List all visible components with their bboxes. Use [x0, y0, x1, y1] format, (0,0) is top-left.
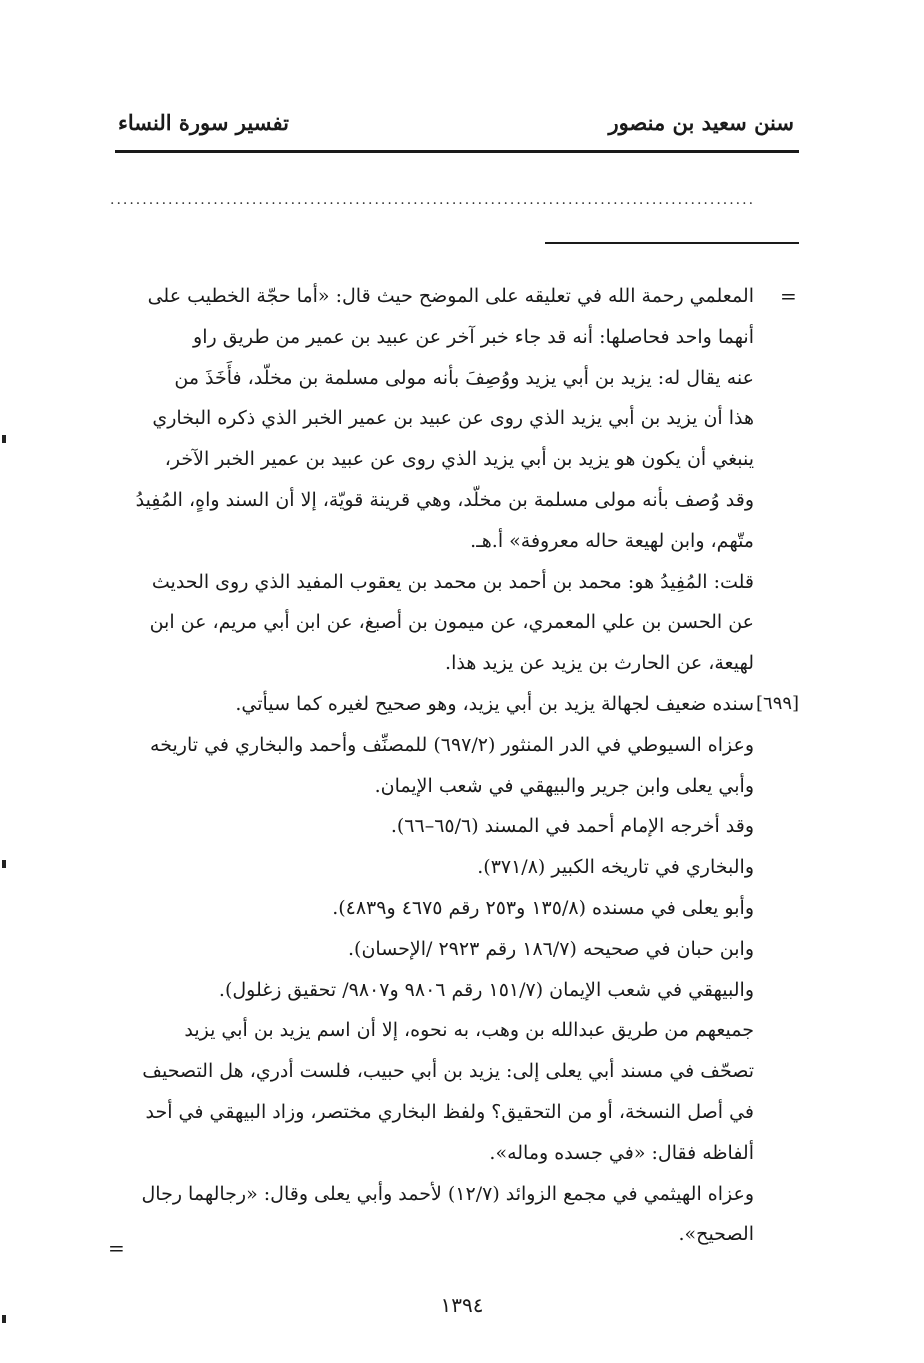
separator-dots: ....................................................................................................: [110, 192, 756, 208]
text-line: هذا أن يزيد بن أبي يزيد الذي روى عن عبيد بن عمير الخبر الذي ذكره البخاري: [152, 407, 754, 430]
text-line: والبخاري في تاريخه الكبير (٣٧١/٨).: [477, 856, 754, 879]
text-line: في أصل النسخة، أو من التحقيق؟ ولفظ البخاري مختصر، وزاد البيهقي في أحد: [145, 1100, 754, 1123]
continuation-marker-top: =: [780, 284, 797, 308]
scan-mark: [2, 435, 6, 443]
text-line: وقد وُصف بأنه مولى مسلمة بن مخلّد، وهي قرينة قويّة، إلا أن السند واهٍ، المُفِيدُ: [135, 488, 754, 511]
text-line: جميعهم من طريق عبدالله بن وهب، به نحوه، إلا أن اسم يزيد بن أبي يزيد: [184, 1019, 754, 1042]
header-rule: [115, 150, 799, 153]
text-line: قلت: المُفِيدُ هو: محمد بن أحمد بن محمد بن يعقوب المفيد الذي روى الحديث: [151, 570, 754, 593]
footnote-number: [٦٩٩]: [756, 693, 800, 714]
running-header-book-title: سنن سعيد بن منصور: [608, 110, 794, 135]
text-line: المعلمي رحمة الله في تعليقه على الموضح حيث قال: «أما حجّة الخطيب على: [147, 285, 754, 307]
running-header-section-title: تفسير سورة النساء: [118, 110, 289, 135]
text-line: سنده ضعيف لجهالة يزيد بن أبي يزيد، وهو صحيح لغيره كما سيأتي.: [235, 692, 754, 715]
text-line: وأبي يعلى وابن جرير والبيهقي في شعب الإيمان.: [374, 774, 754, 797]
text-line: متّهم، وابن لهيعة حاله معروفة» أ.هـ.: [470, 529, 754, 552]
scan-mark: [2, 860, 6, 868]
text-line: ألفاظه فقال: «في جسده وماله».: [489, 1141, 754, 1164]
scan-mark: [2, 1315, 6, 1323]
text-line: وعزاه الهيثمي في مجمع الزوائد (١٢/٧) لأحمد وأبي يعلى وقال: «رجالهما رجال: [141, 1182, 754, 1205]
footnote-body: [104, 276, 754, 1255]
text-line: لهيعة، عن الحارث بن يزيد عن يزيد هذا.: [445, 652, 754, 675]
text-line: وقد أخرجه الإمام أحمد في المسند (٦٥/٦–٦٦).: [390, 815, 754, 838]
text-line: عن الحسن بن علي المعمري، عن ميمون بن أصبغ، عن ابن أبي مريم، عن ابن: [149, 611, 754, 634]
text-line: الصحيح».: [678, 1223, 754, 1246]
text-line: عنه يقال له: يزيد بن أبي يزيد ووُصِفَ بأنه مولى مسلمة بن مخلّد، فأَخَذَ من: [174, 366, 754, 389]
page-number: ١٣٩٤: [440, 1293, 484, 1317]
text-line: وابن حبان في صحيحه (١٨٦/٧ رقم ٢٩٢٣ /الإحسان).: [348, 937, 754, 960]
continuation-marker-bottom: =: [108, 1236, 125, 1260]
text-line: والبيهقي في شعب الإيمان (١٥١/٧ رقم ٩٨٠٦ و٩٨٠٧/ تحقيق زغلول).: [218, 978, 754, 1001]
text-line: ينبغي أن يكون هو يزيد بن أبي يزيد الذي روى عن عبيد بن عمير الخبر الآخر،: [164, 448, 754, 471]
text-line: تصحّف في مسند أبي يعلى إلى: يزيد بن أبي حبيب، فلست أدري، هل التصحيف: [142, 1060, 754, 1083]
text-line: وأبو يعلى في مسنده (١٣٥/٨ و٢٥٣ رقم ٤٦٧٥ و٤٨٣٩).: [332, 896, 754, 919]
footnote-rule: [545, 242, 799, 244]
text-line: وعزاه السيوطي في الدر المنثور (٦٩٧/٢) للمصنِّف وأحمد والبخاري في تاريخه: [150, 733, 754, 756]
text-line: أنهما واحد فحاصلها: أنه قد جاء خبر آخر عن عبيد بن عمير من طريق راو: [193, 325, 754, 348]
